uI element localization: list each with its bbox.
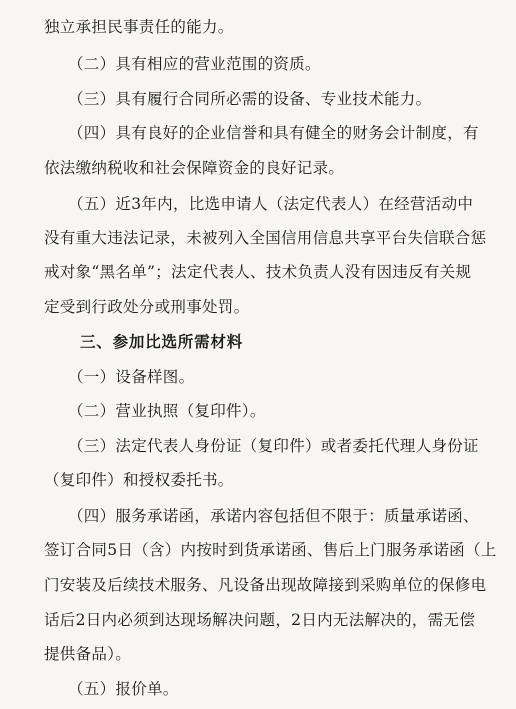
text-line: （二）营业执照（复印件）。 xyxy=(68,402,266,420)
text-line: （三）法定代表人身份证（复印件）或者委托代理人身份证 xyxy=(68,437,479,455)
text-line: （四）服务承诺函，承诺内容包括但不限于：质量承诺函、 xyxy=(68,507,479,525)
text-line: 独立承担民事责任的能力。 xyxy=(44,18,234,36)
text-line: （一）设备样图。 xyxy=(68,368,195,386)
text-line: 没有重大违法记录，未被列入全国信用信息共享平台失信联合惩 xyxy=(44,229,487,247)
text-line: （五）近3年内，比选申请人（法定代表人）在经营活动中 xyxy=(68,195,474,213)
text-line: （四）具有良好的企业信誉和具有健全的财务会计制度，有 xyxy=(68,124,479,142)
text-line: 提供备品）。 xyxy=(44,645,132,663)
section-heading: 三、参加比选所需材料 xyxy=(80,333,244,351)
text-line: 签订合同5日（含）内按时到货承诺函、售后上门服务承诺函（上 xyxy=(44,541,497,559)
text-line: 戒对象“黑名单”；法定代表人、技术负责人没有因违反有关规 xyxy=(44,263,472,281)
text-line: 依法缴纳税收和社会保障资金的良好记录。 xyxy=(44,159,345,177)
text-line: （复印件）和授权委托书。 xyxy=(44,471,234,489)
text-line: （二）具有相应的营业范围的资质。 xyxy=(68,55,321,73)
text-line: 话后2日内必须到达现场解决问题，2日内无法解决的，需无偿 xyxy=(44,611,476,629)
text-line: 定受到行政处分或刑事处罚。 xyxy=(44,298,250,316)
text-line: （五）报价单。 xyxy=(68,680,179,698)
text-line: 门安装及后续技术服务、凡设备出现故障接到采购单位的保修电 xyxy=(44,576,487,594)
text-line: （三）具有履行合同所必需的设备、专业技术能力。 xyxy=(68,90,432,108)
